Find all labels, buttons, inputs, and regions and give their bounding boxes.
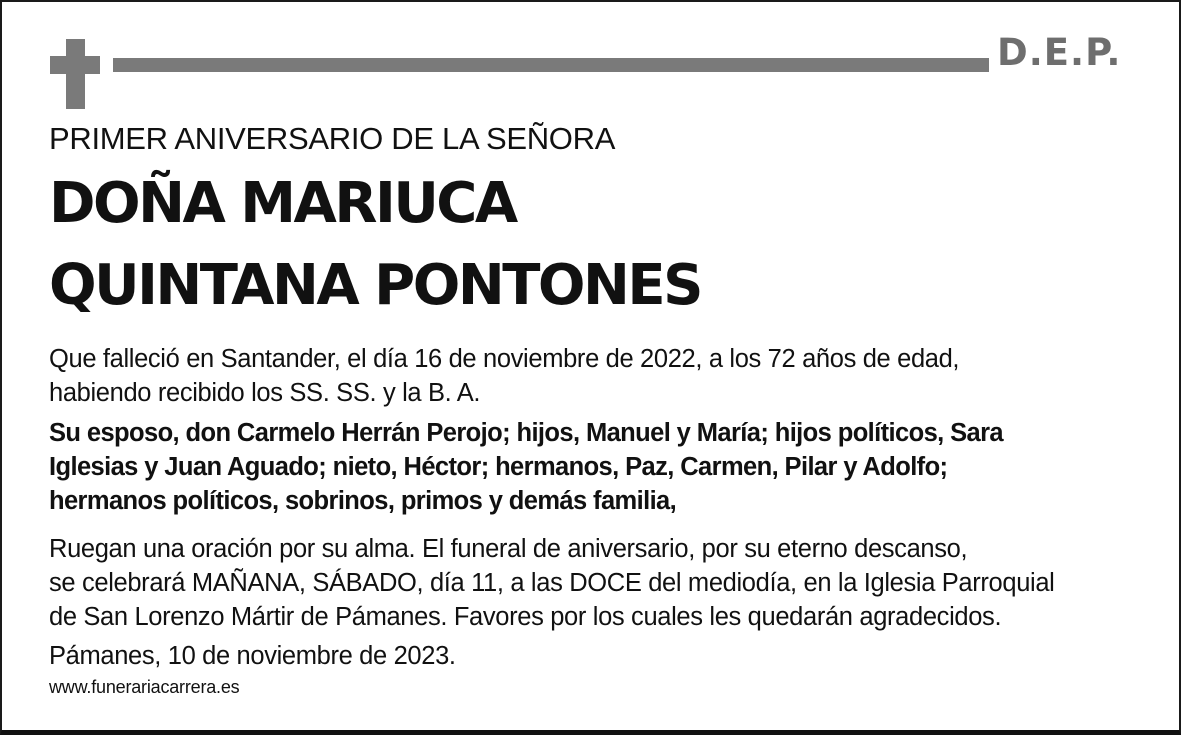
dep-label: D.E.P. (997, 31, 1122, 74)
death-notice-line: habiendo recibido los SS. SS. y la B. A. (49, 379, 481, 407)
death-notice-paragraph (49, 342, 959, 410)
deceased-name-line1: DOÑA MARIUCA (49, 171, 516, 236)
website-link[interactable]: www.funerariacarrera.es (49, 677, 240, 697)
death-notice-line: Que falleció en Santander, el día 16 de noviembre de 2022, a los 72 años de edad, (49, 345, 960, 373)
deceased-name-line2: QUINTANA PONTONES (49, 253, 701, 318)
ceremony-line: de San Lorenzo Mártir de Pámanes. Favores por los cuales les quedarán agradecidos. (49, 603, 1002, 631)
place-date: Pámanes, 10 de noviembre de 2023. (49, 642, 456, 670)
family-line: Su esposo, don Carmelo Herrán Perojo; hijos, Manuel y María; hijos políticos, Sara (49, 419, 1004, 447)
ceremony-paragraph (49, 532, 1055, 634)
family-line: Iglesias y Juan Aguado; nieto, Héctor; hermanos, Paz, Carmen, Pilar y Adolfo; (49, 453, 948, 481)
ceremony-line: se celebrará MAÑANA, SÁBADO, día 11, a las DOCE del mediodía, en la Iglesia Parroquial (49, 569, 1055, 597)
cross-icon (66, 39, 85, 109)
header-rule (113, 58, 989, 72)
cross-icon-arm (50, 56, 100, 74)
notice-heading: PRIMER ANIVERSARIO DE LA SEÑORA (49, 121, 616, 156)
family-line: hermanos políticos, sobrinos, primos y demás familia, (49, 487, 677, 515)
family-paragraph (49, 416, 1003, 518)
ceremony-line: Ruegan una oración por su alma. El funeral de aniversario, por su eterno descanso, (49, 535, 968, 563)
